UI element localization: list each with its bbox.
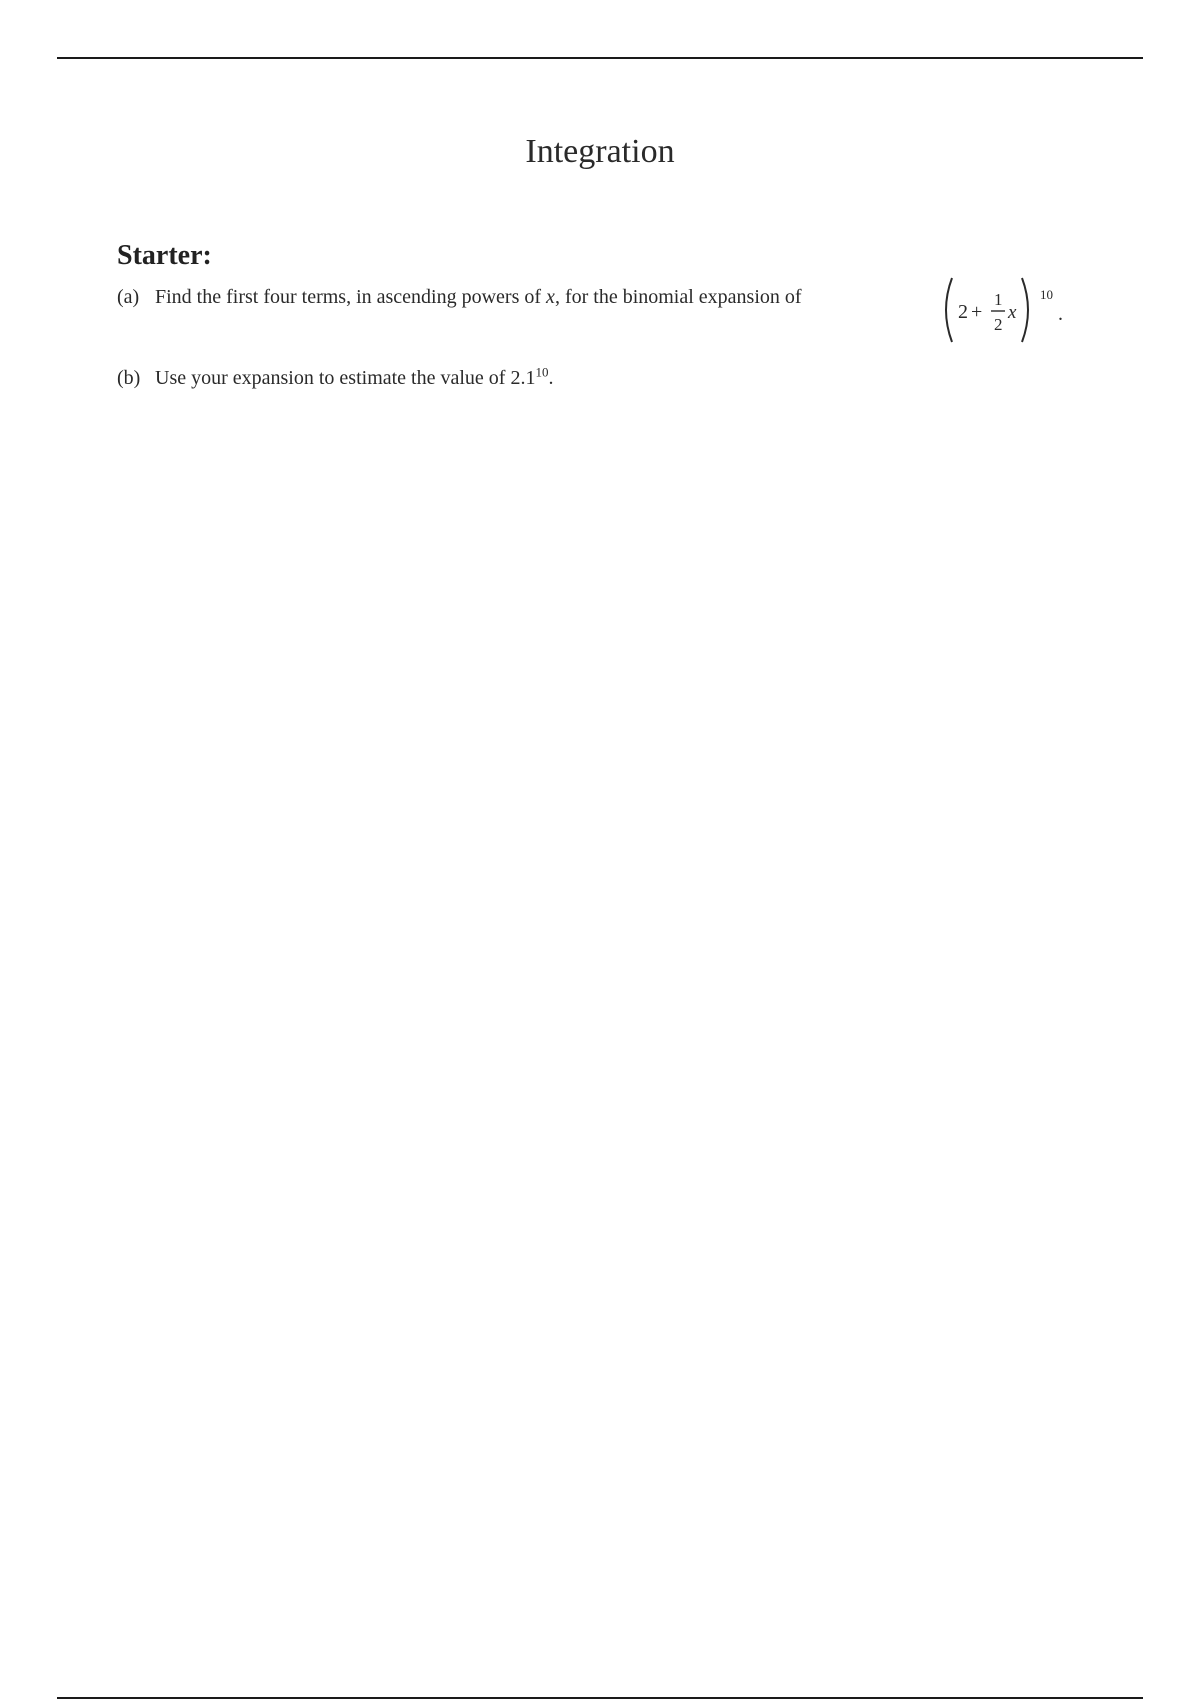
section-heading: Starter: <box>117 240 212 271</box>
part-a-text-end: , for the binomial expansion of <box>554 286 802 308</box>
expression-constant: 2 <box>958 301 968 323</box>
part-b-exponent: 10 <box>535 364 549 380</box>
bottom-rule <box>57 1697 1143 1699</box>
expression-variable: x <box>1008 302 1017 323</box>
top-rule <box>57 57 1143 59</box>
part-b-base: 2.1 <box>510 367 536 389</box>
expression-trailing-period: . <box>1058 303 1063 325</box>
fraction-numerator: 1 <box>994 290 1003 309</box>
expression-exponent: 10 <box>1040 287 1053 302</box>
part-b-label: (b) <box>117 367 141 389</box>
binomial-expression <box>940 270 1080 350</box>
question-part-b <box>117 364 554 390</box>
part-a-variable: x <box>546 286 555 308</box>
expression-operator: + <box>971 301 983 323</box>
right-parenthesis <box>1022 278 1028 342</box>
part-b-text-start: Use your expansion to estimate the value of <box>155 367 511 389</box>
part-a-text-start: Find the first four terms, in ascending powers of <box>155 286 547 308</box>
question-part-a <box>117 286 802 309</box>
fraction-denominator: 2 <box>994 315 1003 334</box>
part-b-trailing: . <box>548 367 554 389</box>
part-a-text <box>155 286 802 309</box>
left-parenthesis <box>946 278 952 342</box>
part-b-text <box>155 364 554 390</box>
page-title: Integration <box>525 133 675 170</box>
part-a-label: (a) <box>117 286 140 308</box>
